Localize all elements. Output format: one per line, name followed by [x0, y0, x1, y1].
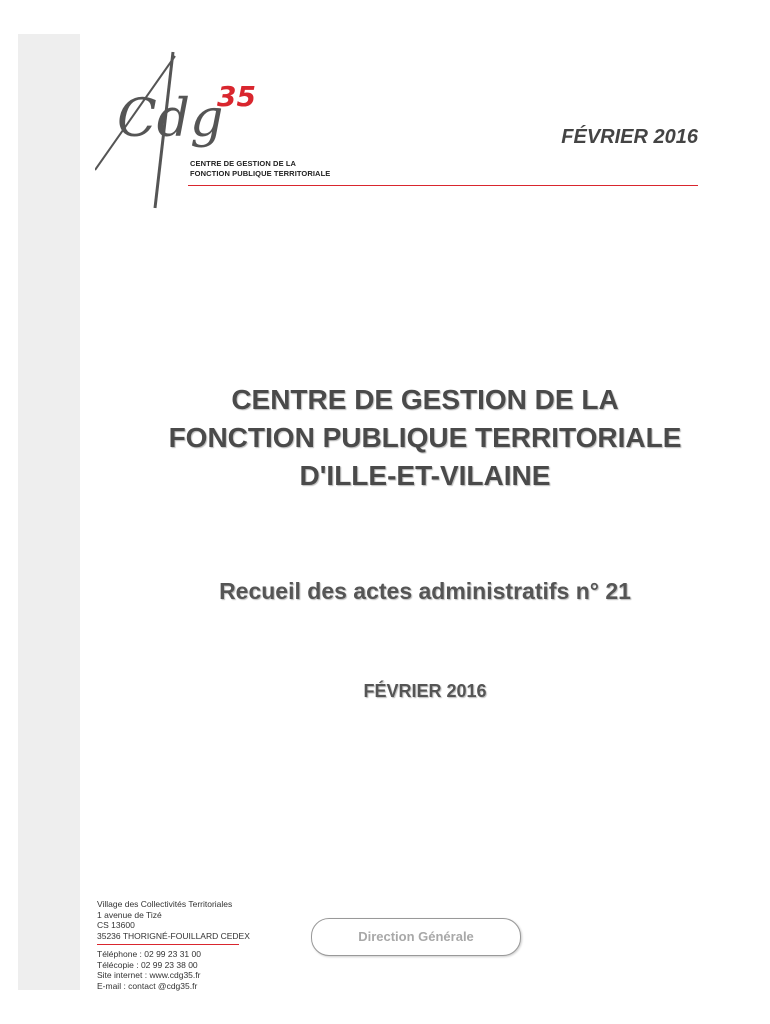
contact-fax: Télécopie : 02 99 23 38 00	[97, 959, 198, 970]
title-line2: FONCTION PUBLIQUE TERRITORIALE	[168, 422, 682, 453]
cdg35-logo	[95, 48, 335, 213]
logo-org-name	[190, 159, 330, 179]
contact-info	[97, 949, 201, 991]
address-line3: CS 13600	[97, 920, 135, 931]
contact-phone: Téléphone : 02 99 23 31 00	[97, 949, 201, 959]
page-margin-shadow	[18, 34, 80, 990]
address-line2: 1 avenue de Tizé	[97, 909, 162, 920]
title-line3: D'ILLE-ET-VILAINE	[299, 460, 551, 491]
header-rule	[188, 185, 698, 186]
contact-email: E-mail : contact @cdg35.fr	[97, 980, 198, 991]
logo-org-line2: FONCTION PUBLIQUE TERRITORIALE	[190, 169, 331, 178]
address-rule	[97, 944, 239, 945]
document-date: FÉVRIER 2016	[363, 681, 487, 701]
title-line1: CENTRE DE GESTION DE LA	[231, 384, 619, 415]
document-title	[80, 381, 770, 495]
logo-org-line1: CENTRE DE GESTION DE LA	[190, 159, 297, 168]
direction-badge: Direction Générale	[311, 918, 521, 956]
document-subtitle: Recueil des actes administratifs n° 21	[219, 578, 631, 604]
logo-mark-text: Cdg	[117, 89, 224, 149]
header-date: FÉVRIER 2016	[561, 126, 698, 148]
contact-site: Site internet : www.cdg35.fr	[97, 970, 201, 981]
address-line1: Village des Collectivités Territoriales	[97, 899, 233, 909]
logo-mark-number: 35	[217, 80, 256, 113]
address-line4: 35236 THORIGNÉ-FOUILLARD CEDEX	[97, 930, 250, 941]
postal-address	[97, 899, 250, 941]
